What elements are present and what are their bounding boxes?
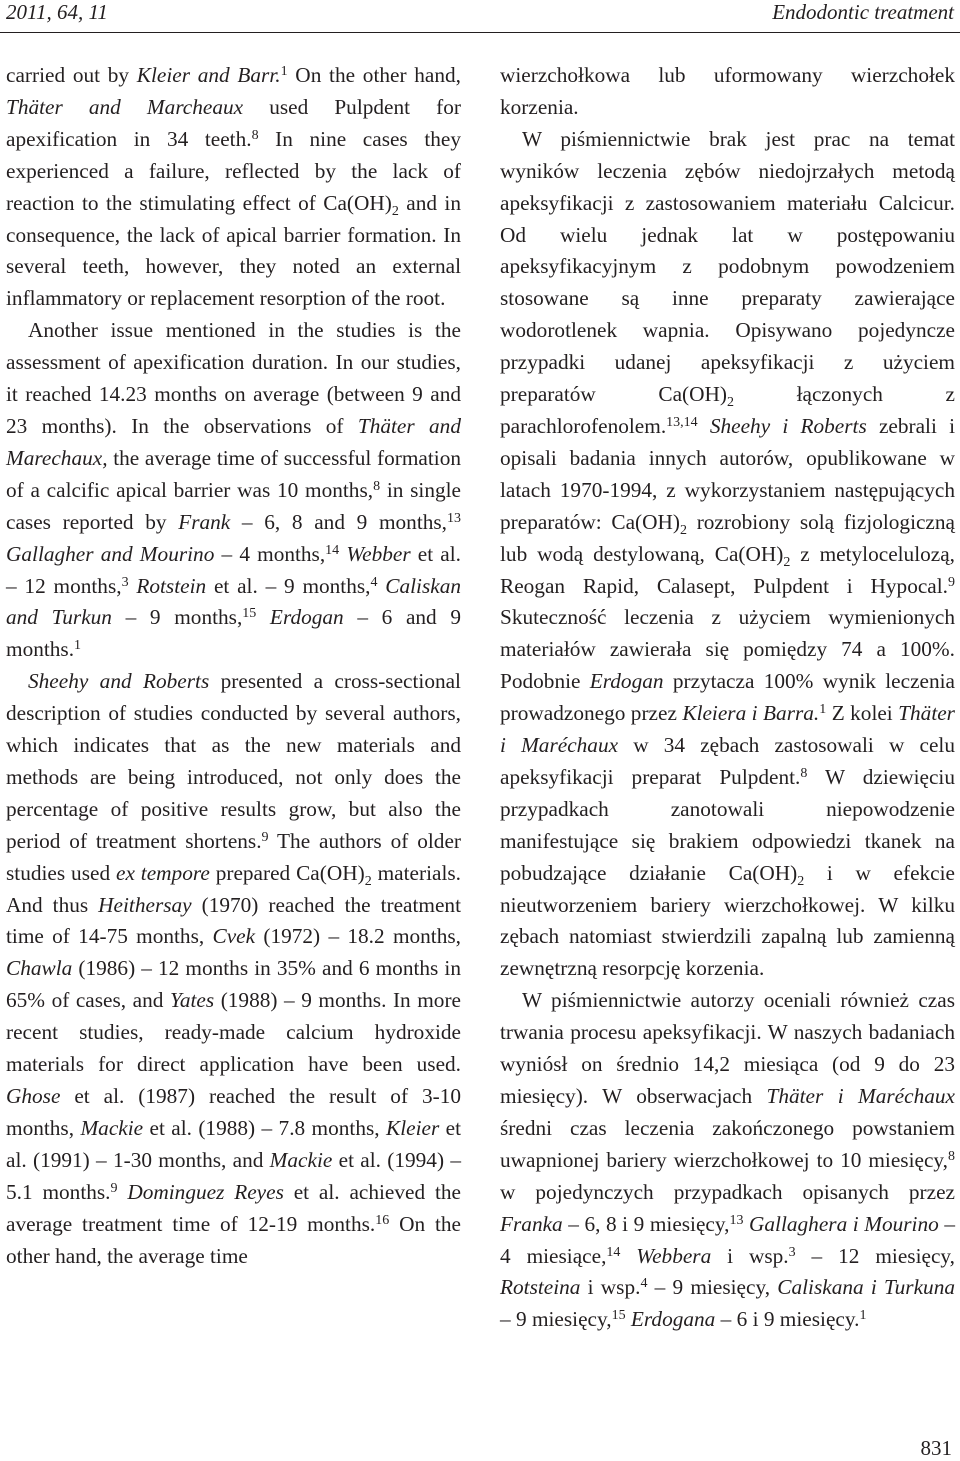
paragraph: W piśmiennictwie autorzy oceniali również czas trwania procesu apeksyfikacji. W naszych badaniach wyniósł on średnio 14,2 miesiąca (od 9 do 23 miesięcy). W obserwacjach Thäter i Maréchaux średni czas leczenia zakończonego powstaniem uwapnionej bariery wierzchołkowej to 10 miesięcy,$^8$ w pojedynczych przypadkach opisanych przez Franka – 6, 8 i 9 miesięcy,$^{13}$ Gallaghera i Mourino – 4 miesiące,$^{14}$ Webbera i wsp.$^3$ – 12 miesięcy, Rotsteina i wsp.$^4$ – 9 miesięcy, Caliskana i Turkuna – 9 miesięcy,$^{15}$ Erdogana – 6 i 9 miesięcy.$^1$ — [500, 988, 955, 1332]
running-header — [0, 0, 960, 30]
paragraph: W piśmiennictwie brak jest prac na temat wyników leczenia zębów niedojrzałych metodą apeksyfikacji z zastosowaniem materiału Calcicur. Od wielu jednak lat w postępowaniu apeksyfikacyjnym z podobnym powodzeniem stosowane są inne preparaty zawierające wodorotlenek wapnia. Opisywano pojedyncze przypadki udanej apeksyfikacji z użyciem preparatów $Ca(OH)_2$ łączonych z parachlorofenolem.$^{13,14}$ Sheehy i Roberts zebrali i opisali badania innych autorów, opublikowane w latach 1970-1994, z wykorzystaniem następujących preparatów: $Ca(OH)_2$ rozrobiony solą fizjologiczną lub wodą destylowaną, $Ca(OH)_2$ z metylocelulozą, Reogan Rapid, Calasept, Pulpdent i Hypocal.$^9$ Skuteczność leczenia z użyciem wymienionych materiałów zawierała się pomiędzy 74 a 100%. Podobnie Erdogan przytacza 100% wynik leczenia prowadzonego przez Kleiera i Barra.$^1$ Z kolei Thäter i Maréchaux w 34 zębach zastosowali w celu apeksyfikacji preparat Pulpdent.$^8$ W dziewięciu przypadkach zanotowali niepowodzenie manifestujące się brakiem odpowiedzi tkanek na pobudzające działanie $Ca(OH)_2$ i w efekcie nieutworzeniem bariery wierzchołkowej. W kilku zębach natomiast stwierdzili zapalną lub zamienną zewnętrzną resorpcję korzenia. — [500, 126, 956, 981]
paragraph: Another issue mentioned in the studies is the assessment of apexification duration. In our studies, it reached 14.23 months on average (between 9 and 23 months). In the observations of Thäter and Marechaux, the average time of successful formation of a calcific apical barrier was 10 months,$^8$ in single cases reported by Frank – 6, 8 and 9 months,$^{13}$ Gallagher and Mourino – 4 months,$^{14}$ Webber et al. – 12 months,$^3$ Rotstein et al. – 9 months,$^4$ Caliskan and Turkun – 9 months,$^{15}$ Erdogan – 6 and 9 months.$^1$ — [6, 318, 462, 662]
paragraph: wierzchołkowa lub uformowany wierzchołek korzenia. — [500, 63, 955, 119]
polish-column — [500, 60, 955, 1336]
paragraph: carried out by Kleier and Barr.$^1$ On the other hand, Thäter and Marcheaux used Pulpdent for apexification in 34 teeth.$^8$ In nine cases they experienced a failure, reflected by the lack of reaction to the stimulating effect of $Ca(OH)_2$ and in consequence, the lack of apical barrier formation. In several teeth, however, they noted an external inflammatory or replacement resorption of the root. — [6, 63, 461, 311]
header-rule — [0, 32, 960, 33]
paragraph: Sheehy and Roberts presented a cross-sectional description of studies conducted by several authors, which indicates that as the new materials and methods are being introduced, not only does the percentage of positive results grow, but also the period of treatment shortens.$^9$ The authors of older studies used ex tempore prepared $Ca(OH)_2$ materials. And thus Heithersay (1970) reached the treatment time of 14-75 months, Cvek (1972) – 18.2 months, Chawla (1986) – 12 months in 35% and 6 months in 65% of cases, and Yates (1988) – 9 months. In more recent studies, ready-made calcium hydroxide materials for direct application have been used. Ghose et al. (1987) reached the result of 3-10 months, Mackie et al. (1988) – 7.8 months, Kleier et al. (1991) – 1-30 months, and Mackie et al. (1994) – 5.1 months.$^9$ Dominguez Reyes et al. achieved the average treatment time of 12-19 months.$^{16}$ On the other hand, the average time — [6, 669, 461, 1268]
journal-citation: 2011, 64, 11 — [6, 0, 108, 24]
english-column — [6, 60, 461, 1272]
section-title: Endodontic treatment — [772, 0, 954, 24]
page-number: 831 — [920, 1436, 952, 1460]
